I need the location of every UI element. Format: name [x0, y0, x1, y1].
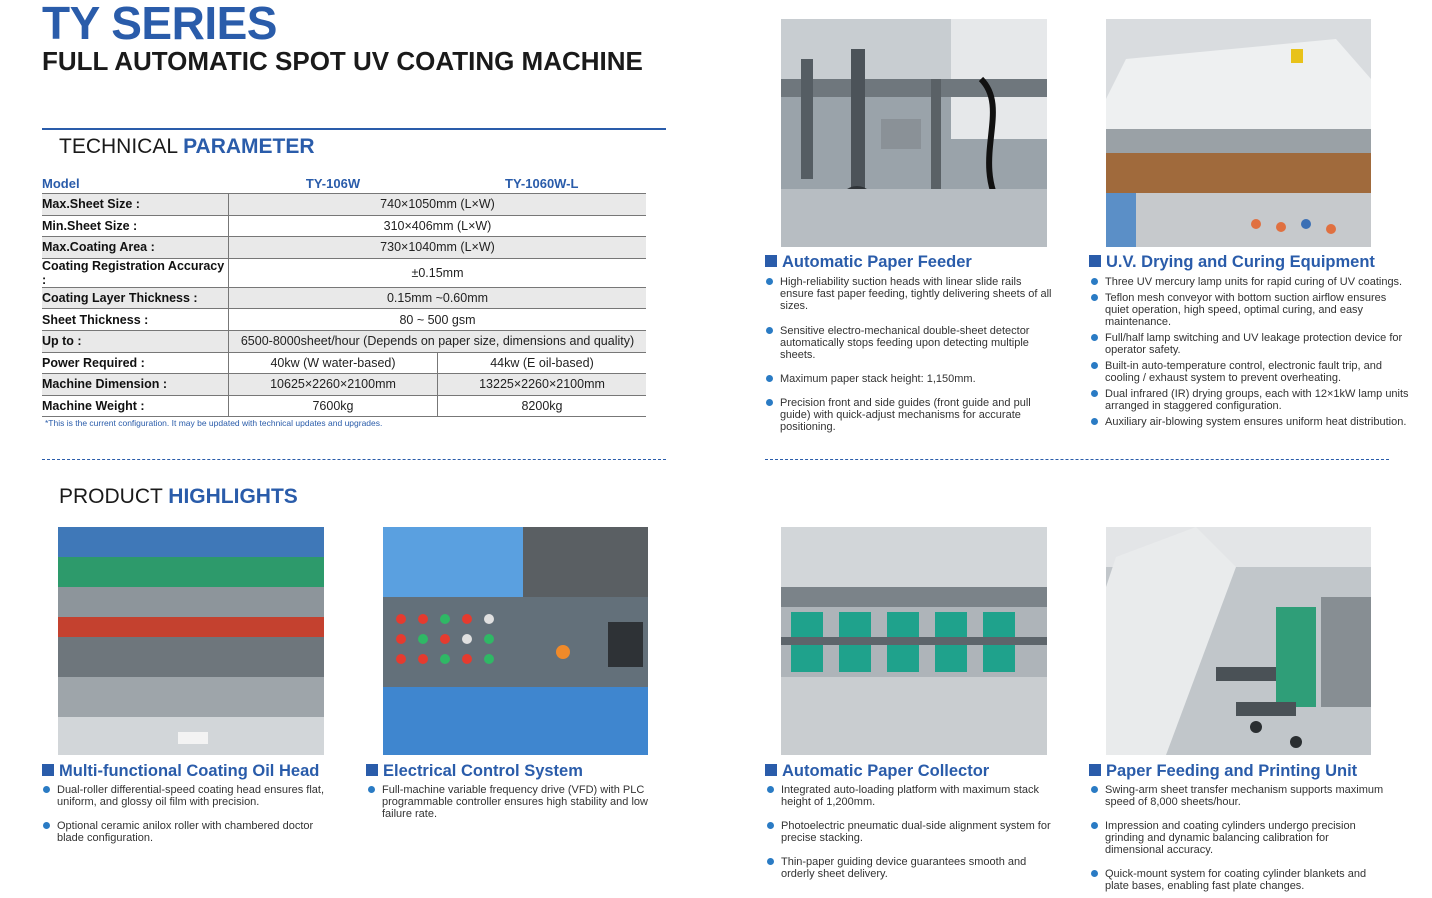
divider-left: [42, 459, 666, 460]
table-header-row: [42, 173, 646, 194]
table-row: [42, 194, 646, 216]
paper-feeder-photo: [781, 19, 1047, 247]
bullet-dot-icon: [1091, 334, 1098, 341]
printing-unit-title-text: Paper Feeding and Printing Unit: [1106, 762, 1358, 780]
list-item-text: Auxiliary air-blowing system ensures uniform heat distribution.: [1105, 416, 1407, 428]
bullet-dot-icon: [767, 858, 774, 865]
bullet-dot-icon: [368, 786, 375, 793]
list-item-text: Thin-paper guiding device guarantees smooth and orderly sheet delivery.: [781, 856, 1027, 880]
square-bullet-icon: [42, 764, 54, 776]
bullet-dot-icon: [1091, 278, 1098, 285]
electrical-title: [366, 761, 583, 781]
row-value: 6500-8000sheet/hour (Depends on paper size, dimensions and quality): [229, 330, 647, 352]
square-bullet-icon: [765, 255, 777, 267]
bullet-dot-icon: [766, 399, 773, 406]
list-item-text: Full-machine variable frequency drive (VFD) with PLC programmable controller ensures high stability and low failure rate.: [382, 784, 648, 820]
uv-drying-title-text: U.V. Drying and Curing Equipment: [1106, 253, 1375, 271]
list-item-text: Photoelectric pneumatic dual-side alignment system for precise stacking.: [781, 820, 1051, 844]
bullet-dot-icon: [43, 786, 50, 793]
list-item-text: Built-in auto-temperature control, electronic fault trip, and cooling / exhaust system to prevent overheating.: [1105, 360, 1382, 384]
row-label: Sheet Thickness :: [42, 309, 229, 331]
list-item: [766, 820, 1051, 844]
list-item-text: Precision front and side guides (front guide and pull guide) with quick-adjust mechanisms for accurate positioning.: [780, 397, 1031, 433]
machine-subtitle: FULL AUTOMATIC SPOT UV COATING MACHINE: [42, 46, 643, 76]
row-label: Min.Sheet Size :: [42, 215, 229, 237]
list-item-text: Swing-arm sheet transfer mechanism supports maximum speed of 8,000 sheets/hour.: [1105, 784, 1384, 808]
bullet-dot-icon: [766, 375, 773, 382]
row-label: Up to :: [42, 330, 229, 352]
coating-head-title: [42, 761, 319, 781]
bullet-dot-icon: [1091, 294, 1098, 301]
list-item: [1090, 820, 1390, 856]
row-value: 730×1040mm (L×W): [229, 237, 647, 259]
list-item: [1090, 276, 1410, 288]
list-item: [765, 325, 1055, 361]
list-item: [765, 276, 1055, 312]
square-bullet-icon: [1089, 764, 1101, 776]
parameter-table: [42, 173, 646, 417]
list-item: [367, 784, 652, 820]
paper-feeder-title: [765, 252, 972, 272]
uv-drying-title: [1089, 252, 1375, 272]
list-item: [766, 856, 1051, 880]
table-row: [42, 215, 646, 237]
config-note: *This is the current configuration. It may be updated with technical updates and upgrades.: [45, 418, 383, 428]
printing-unit-photo: [1106, 527, 1371, 755]
uv-drying-photo: [1106, 19, 1371, 247]
divider-right: [765, 459, 1389, 460]
col-model: Model: [42, 173, 229, 194]
series-title: TY SERIES: [42, 0, 277, 49]
bullet-dot-icon: [1091, 822, 1098, 829]
list-item-text: Dual-roller differential-speed coating head ensures flat, uniform, and glossy oil film with precision.: [57, 784, 325, 808]
list-item: [1090, 332, 1410, 356]
tech-title-plain: TECHNICAL: [59, 135, 178, 158]
table-row: [42, 330, 646, 352]
table-row: [42, 309, 646, 331]
bullet-dot-icon: [766, 278, 773, 285]
table-row: [42, 237, 646, 259]
printing-unit-title: [1089, 761, 1357, 781]
row-label: Machine Dimension :: [42, 374, 229, 396]
list-item: [1090, 868, 1390, 892]
list-item-text: Quick-mount system for coating cylinder blankets and plate bases, enabling fast plate changes.: [1105, 868, 1367, 892]
list-item-text: Teflon mesh conveyor with bottom suction airflow ensures quiet operation, high speed, optimal curing, and easy maintenance.: [1105, 292, 1387, 328]
collector-title-text: Automatic Paper Collector: [782, 762, 990, 780]
list-item: [765, 397, 1055, 433]
row-label: Machine Weight :: [42, 395, 229, 417]
row-label: Coating Layer Thickness :: [42, 287, 229, 309]
row-value: 10625×2260×2100mm: [229, 374, 438, 396]
coating-head-title-text: Multi-functional Coating Oil Head: [59, 762, 320, 780]
col-ty1060wl: TY-1060W-L: [438, 173, 647, 194]
row-value: ±0.15mm: [229, 258, 647, 287]
collector-title: [765, 761, 989, 781]
electrical-list: [367, 784, 652, 820]
square-bullet-icon: [1089, 255, 1101, 267]
list-item-text: Impression and coating cylinders undergo precision grinding and dynamic balancing calibration for dimensional accuracy.: [1105, 820, 1356, 856]
list-item: [1090, 416, 1410, 428]
bullet-dot-icon: [1091, 786, 1098, 793]
list-item: [766, 784, 1051, 808]
table-row: [42, 374, 646, 396]
row-value: 7600kg: [229, 395, 438, 417]
row-value: 310×406mm (L×W): [229, 215, 647, 237]
coating-head-list: [42, 784, 332, 844]
highlights-section-title: [59, 484, 298, 510]
row-value: 13225×2260×2100mm: [438, 374, 647, 396]
row-label: Power Required :: [42, 352, 229, 374]
paper-feeder-list: [765, 276, 1055, 433]
row-label: Max.Coating Area :: [42, 237, 229, 259]
table-row: [42, 352, 646, 374]
row-label: Coating Registration Accuracy :: [42, 258, 229, 287]
paper-feeder-title-text: Automatic Paper Feeder: [782, 253, 972, 271]
uv-drying-list: [1090, 276, 1410, 428]
bullet-dot-icon: [767, 786, 774, 793]
list-item: [1090, 360, 1410, 384]
list-item: [42, 820, 332, 844]
list-item-text: Dual infrared (IR) drying groups, each with 12×1kW lamp units arranged in staggered configuration.: [1105, 388, 1409, 412]
bullet-dot-icon: [766, 327, 773, 334]
list-item: [765, 373, 1055, 385]
bullet-dot-icon: [1091, 418, 1098, 425]
list-item: [42, 784, 332, 808]
collector-list: [766, 784, 1051, 880]
bullet-dot-icon: [767, 822, 774, 829]
row-value: 8200kg: [438, 395, 647, 417]
electrical-title-text: Electrical Control System: [383, 762, 583, 780]
row-label: Max.Sheet Size :: [42, 194, 229, 216]
square-bullet-icon: [765, 764, 777, 776]
bullet-dot-icon: [1091, 362, 1098, 369]
list-item-text: Optional ceramic anilox roller with chambered doctor blade configuration.: [57, 820, 314, 844]
bullet-dot-icon: [43, 822, 50, 829]
electrical-control-photo: [383, 527, 648, 755]
list-item-text: High-reliability suction heads with linear slide rails ensure fast paper feeding, tightly delivering sheets of all sizes.: [780, 276, 1052, 312]
tech-section-title: [59, 134, 315, 160]
row-value: 740×1050mm (L×W): [229, 194, 647, 216]
paper-collector-photo: [781, 527, 1047, 755]
list-item-text: Sensitive electro-mechanical double-sheet detector automatically stops feeding upon detecting multiple sheets.: [780, 325, 1030, 361]
table-row: [42, 287, 646, 309]
row-value: 40kw (W water-based): [229, 352, 438, 374]
square-bullet-icon: [366, 764, 378, 776]
header-rule: [42, 128, 666, 130]
list-item-text: Integrated auto-loading platform with maximum stack height of 1,200mm.: [781, 784, 1040, 808]
coating-head-photo: [58, 527, 324, 755]
row-value: 0.15mm ~0.60mm: [229, 287, 647, 309]
printing-unit-list: [1090, 784, 1390, 892]
table-row: [42, 258, 646, 287]
bullet-dot-icon: [1091, 390, 1098, 397]
bullet-dot-icon: [1091, 870, 1098, 877]
list-item-text: Full/half lamp switching and UV leakage protection device for operator safety.: [1105, 332, 1403, 356]
list-item: [1090, 292, 1410, 328]
list-item-text: Maximum paper stack height: 1,150mm.: [780, 373, 976, 385]
highlights-title-plain: PRODUCT: [59, 485, 163, 508]
highlights-title-bold: HIGHLIGHTS: [168, 485, 298, 508]
tech-title-bold: PARAMETER: [183, 135, 315, 158]
row-value: 80 ~ 500 gsm: [229, 309, 647, 331]
list-item: [1090, 388, 1410, 412]
list-item-text: Three UV mercury lamp units for rapid curing of UV coatings.: [1105, 276, 1403, 288]
list-item: [1090, 784, 1390, 808]
col-ty106w: TY-106W: [229, 173, 438, 194]
row-value: 44kw (E oil-based): [438, 352, 647, 374]
table-row: [42, 395, 646, 417]
